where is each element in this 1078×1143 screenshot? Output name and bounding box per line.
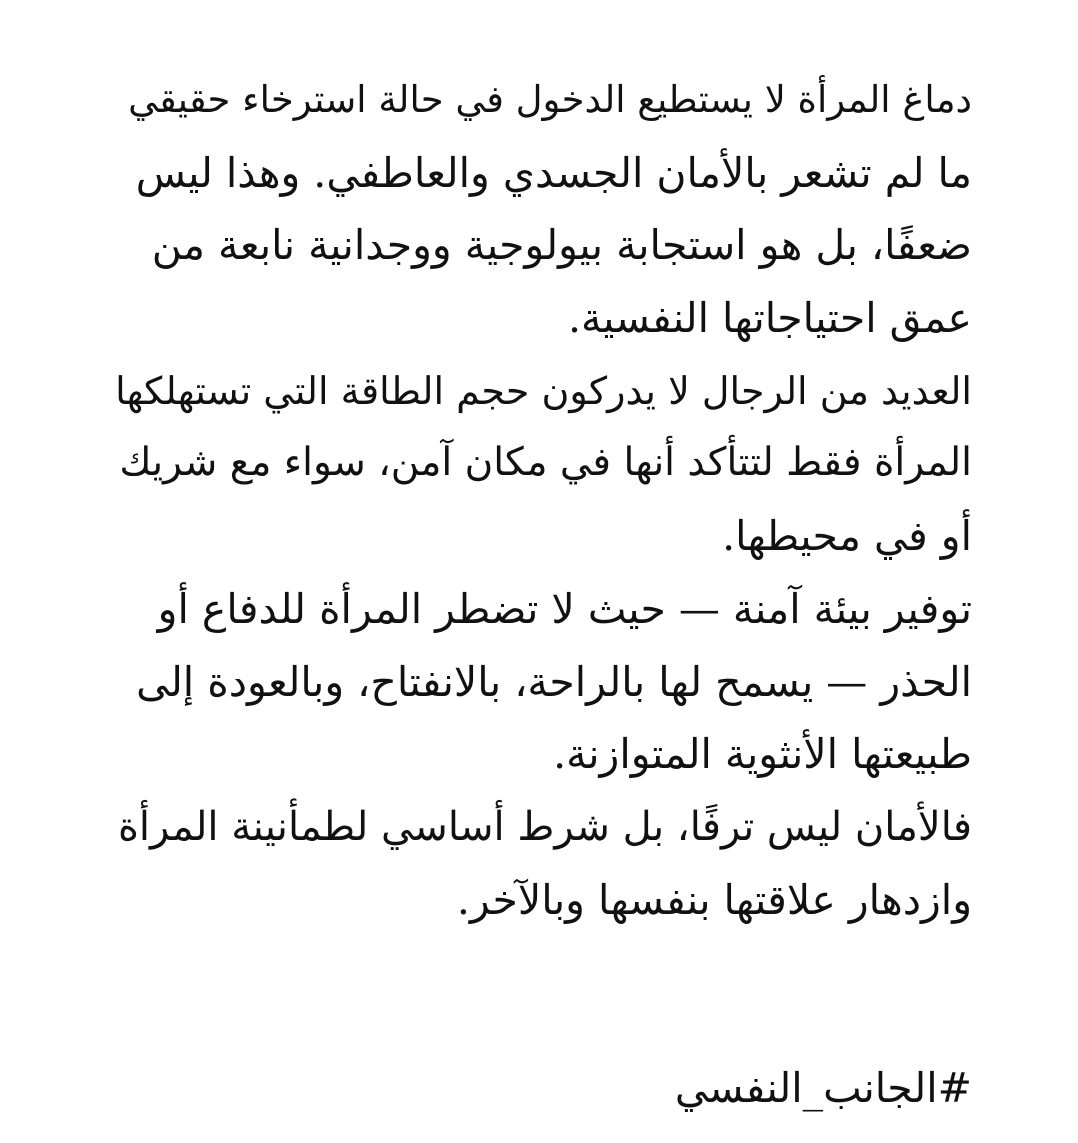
post-line-5: العديد من الرجال لا يدركون حجم الطاقة التي تستهلكها [115, 368, 972, 413]
post-line-10: طبيعتها الأنثوية المتوازنة. [553, 730, 972, 779]
post-line-11: فالأمان ليس ترفًا، بل شرط أساسي لطمأنينة المرأة [117, 803, 972, 850]
hashtag[interactable]: #الجانب_النفسي [674, 1064, 972, 1112]
post-line-12: وازدهار علاقتها بنفسها وبالآخر. [456, 875, 972, 924]
post-line-4: عمق احتياجاتها النفسية. [568, 294, 972, 343]
post-body [112, 64, 972, 936]
post-line-3: ضعفًا، بل هو استجابة بيولوجية ووجدانية نابعة من [151, 221, 972, 270]
post-line-8: توفير بيئة آمنة — حيث لا تضطر المرأة للدفاع أو [157, 584, 972, 633]
post-line-7: أو في محيطها. [722, 512, 972, 561]
post-line-6: المرأة فقط لتتأكد أنها في مكان آمن، سواء مع شريك [119, 440, 972, 486]
post-line-1: دماغ المرأة لا يستطيع الدخول في حالة استرخاء حقيقي [128, 78, 972, 121]
post-line-9: الحذر — يسمح لها بالراحة، بالانفتاح، وبالعودة إلى [136, 657, 972, 706]
post-line-2: ما لم تشعر بالأمان الجسدي والعاطفي. وهذا ليس [135, 148, 972, 197]
